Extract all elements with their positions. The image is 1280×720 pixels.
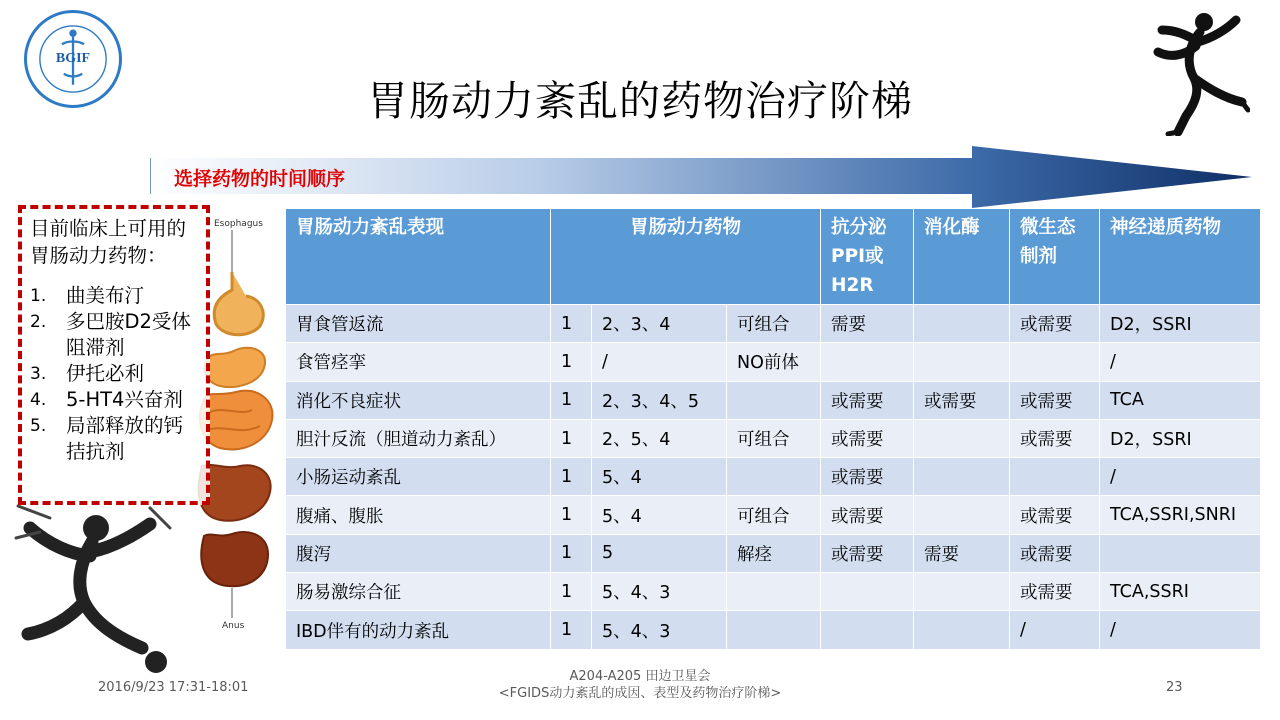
- table-cell: TCA,SSRI: [1100, 573, 1261, 611]
- table-cell: 1: [551, 343, 592, 381]
- drug-item: [30, 387, 198, 413]
- table-cell: 需要: [914, 534, 1010, 572]
- table-cell: [914, 573, 1010, 611]
- table-cell: /: [1100, 611, 1261, 649]
- table-cell: 需要: [821, 305, 914, 343]
- table-cell: /: [1100, 343, 1261, 381]
- anus-label: Anus: [222, 621, 245, 631]
- treatment-ladder-table: [285, 208, 1261, 650]
- table-row: [286, 343, 1261, 381]
- table-cell: 肠易激综合征: [286, 573, 551, 611]
- drug-item-label: 曲美布汀: [66, 284, 145, 307]
- drug-item-label: 5-HT4兴奋剂: [66, 388, 183, 411]
- table-cell: 腹痛、腹胀: [286, 496, 551, 534]
- logo-text: BGIF: [55, 51, 91, 66]
- table-cell: 5、4、3: [592, 573, 727, 611]
- table-cell: 胃食管返流: [286, 305, 551, 343]
- table-cell: /: [1100, 458, 1261, 496]
- table-cell: /: [592, 343, 727, 381]
- footer-date: 2016/9/23 17:31-18:01: [98, 680, 249, 695]
- table-row: [286, 534, 1261, 572]
- table-cell: 或需要: [1010, 305, 1100, 343]
- table-cell: [821, 343, 914, 381]
- esophagus-label: Esophagus: [214, 219, 263, 229]
- table-cell: D2，SSRI: [1100, 305, 1261, 343]
- table-row: [286, 496, 1261, 534]
- table-cell: 2、3、4、5: [592, 381, 727, 419]
- page-number: 23: [1166, 680, 1183, 695]
- table-cell: [727, 611, 821, 649]
- table-cell: [914, 419, 1010, 457]
- drug-item: [30, 309, 198, 361]
- drug-item-label: 伊托必利: [66, 362, 145, 385]
- footer-session-line: A204-A205 田边卫星会: [569, 669, 711, 684]
- table-cell: 1: [551, 458, 592, 496]
- table-cell: 1: [551, 534, 592, 572]
- table-cell: 或需要: [1010, 496, 1100, 534]
- drug-item-label: 局部释放的钙拮抗剂: [66, 414, 184, 463]
- table-row: [286, 305, 1261, 343]
- table-cell: 1: [551, 611, 592, 649]
- table-cell: /: [1010, 611, 1100, 649]
- drug-item-number: 1.: [30, 286, 47, 306]
- table-cell: NO前体: [727, 343, 821, 381]
- drug-item: [30, 361, 198, 387]
- drug-item-number: 2.: [30, 312, 47, 332]
- table-cell: 或需要: [821, 534, 914, 572]
- table-header-row: [286, 209, 1261, 305]
- table-cell: 1: [551, 305, 592, 343]
- table-cell: TCA,SSRI,SNRI: [1100, 496, 1261, 534]
- table-cell: [914, 496, 1010, 534]
- table-cell: IBD伴有的动力紊乱: [286, 611, 551, 649]
- table-row: [286, 611, 1261, 649]
- table-row: [286, 458, 1261, 496]
- footer-session: [0, 668, 1280, 702]
- soccer-player-illustration: [10, 498, 180, 678]
- table-row: [286, 381, 1261, 419]
- table-cell: 或需要: [1010, 573, 1100, 611]
- table-cell: 或需要: [821, 458, 914, 496]
- table-cell: 可组合: [727, 419, 821, 457]
- drug-item-number: 4.: [30, 390, 47, 410]
- table-cell: [914, 458, 1010, 496]
- table-cell: 解痉: [727, 534, 821, 572]
- page-title: 胃肠动力紊乱的药物治疗阶梯: [367, 77, 913, 125]
- table-cell: 1: [551, 419, 592, 457]
- table-cell: TCA: [1100, 381, 1261, 419]
- table-cell: [914, 611, 1010, 649]
- table-cell: [914, 305, 1010, 343]
- available-drugs-list: [30, 283, 198, 465]
- table-cell: 或需要: [821, 381, 914, 419]
- table-header-cell: 微生态制剂: [1010, 209, 1100, 305]
- table-cell: 2、3、4: [592, 305, 727, 343]
- table-cell: 或需要: [821, 496, 914, 534]
- table-cell: 或需要: [821, 419, 914, 457]
- table-cell: [727, 458, 821, 496]
- table-cell: 5、4: [592, 496, 727, 534]
- timeline-arrow-label: 选择药物的时间顺序: [174, 168, 346, 190]
- table-cell: D2，SSRI: [1100, 419, 1261, 457]
- table-cell: 或需要: [1010, 381, 1100, 419]
- table-cell: 消化不良症状: [286, 381, 551, 419]
- table-cell: 可组合: [727, 496, 821, 534]
- table-header-cell: 神经递质药物: [1100, 209, 1261, 305]
- available-drugs-intro: 目前临床上可用的胃肠动力药物：: [30, 217, 187, 267]
- table-row: [286, 419, 1261, 457]
- table-cell: [727, 381, 821, 419]
- drug-item: [30, 413, 198, 465]
- table-cell: 1: [551, 496, 592, 534]
- drug-item-number: 5.: [30, 416, 47, 436]
- table-cell: 2、5、4: [592, 419, 727, 457]
- table-cell: 5、4: [592, 458, 727, 496]
- table-header-cell: 胃肠动力药物: [551, 209, 821, 305]
- table-cell: 1: [551, 573, 592, 611]
- table-header-cell: 抗分泌PPI或H2R: [821, 209, 914, 305]
- table-cell: 可组合: [727, 305, 821, 343]
- table-cell: [1100, 534, 1261, 572]
- table-cell: 食管痉挛: [286, 343, 551, 381]
- table-row: [286, 573, 1261, 611]
- table-header-cell: 消化酶: [914, 209, 1010, 305]
- table-cell: 或需要: [1010, 419, 1100, 457]
- table-cell: [1010, 343, 1100, 381]
- table-cell: 5: [592, 534, 727, 572]
- footer-session-line: <FGIDS动力紊乱的成因、表型及药物治疗阶梯>: [498, 686, 782, 701]
- table-cell: [914, 343, 1010, 381]
- table-cell: 或需要: [1010, 534, 1100, 572]
- table-cell: 胆汁反流（胆道动力紊乱）: [286, 419, 551, 457]
- table-cell: 或需要: [914, 381, 1010, 419]
- table-cell: [1010, 458, 1100, 496]
- table-cell: [821, 573, 914, 611]
- table-cell: 小肠运动紊乱: [286, 458, 551, 496]
- table-cell: [821, 611, 914, 649]
- drug-item-label: 多巴胺D2受体阻滞剂: [66, 310, 191, 359]
- table-cell: 5、4、3: [592, 611, 727, 649]
- table-cell: 腹泻: [286, 534, 551, 572]
- available-drugs-box: [18, 205, 210, 505]
- table-cell: 1: [551, 381, 592, 419]
- drug-item-number: 3.: [30, 364, 47, 384]
- drug-item: [30, 283, 198, 309]
- table-cell: [727, 573, 821, 611]
- table-header-cell: 胃肠动力紊乱表现: [286, 209, 551, 305]
